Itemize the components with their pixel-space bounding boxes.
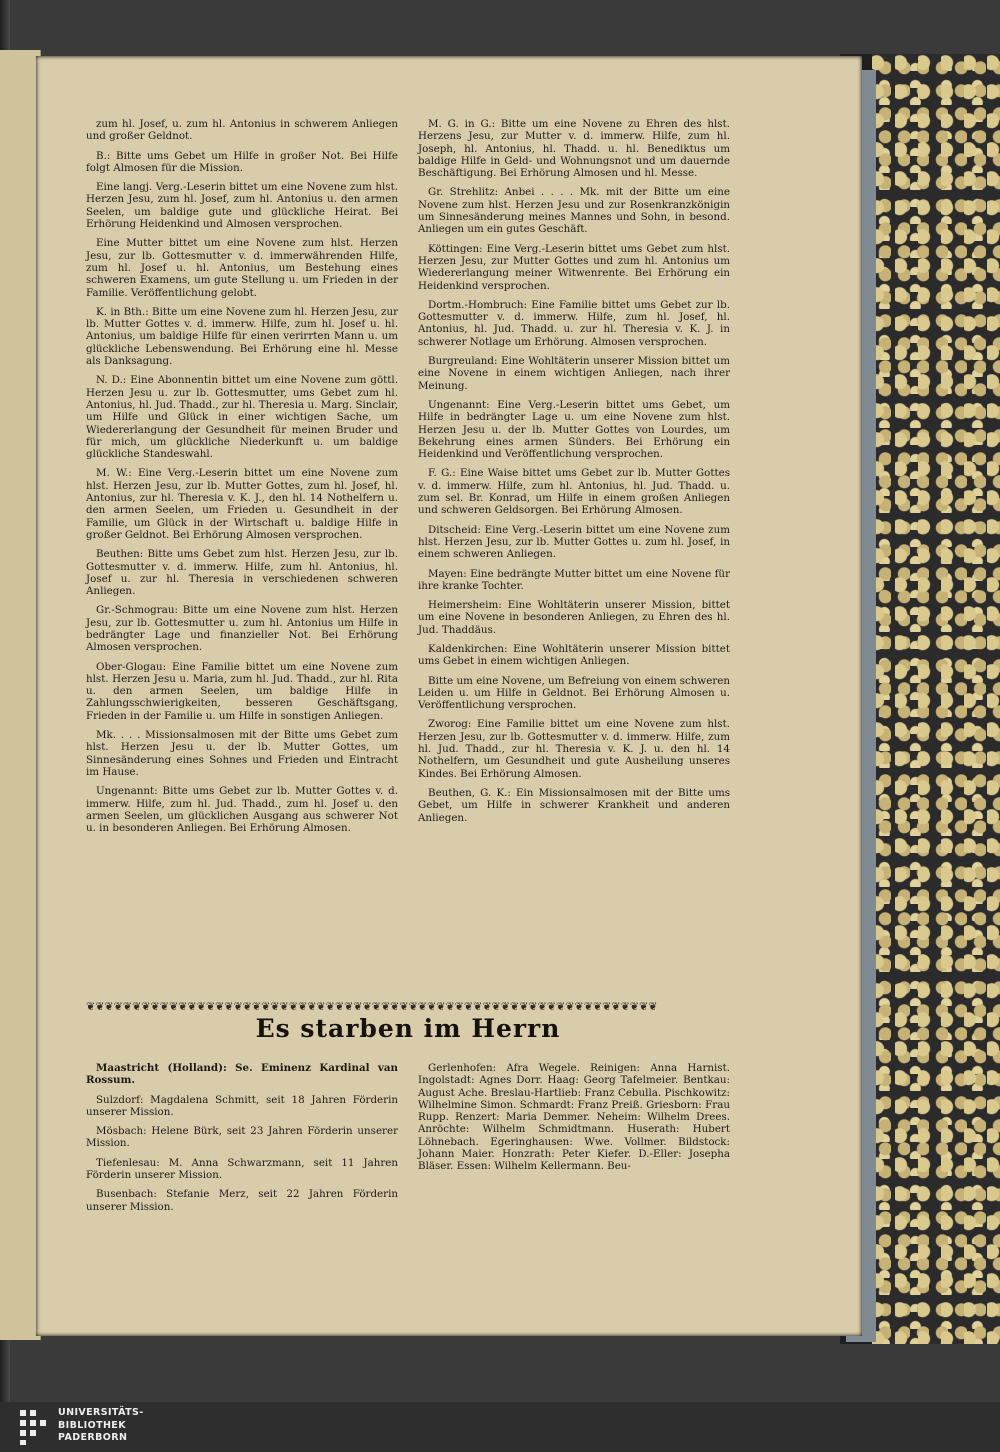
request-paragraph: Ditscheid: Eine Verg.-Leserin bittet um eine Novene zum hlst. Herzen Jesu, zur lb. Mutter Gottes u. zum hl. Josef, in einem schweren Anliegen. — [418, 523, 730, 561]
request-paragraph: N. D.: Eine Abonnentin bittet um eine Novene zum göttl. Herzen Jesu u. zur lb. Gottesmutter, ums Gebet zum hl. Antonius, hl. Jud. Thadd., zur hl. Theresia u. Marg. Sinclair, um Hilfe und Glück in einer wichtigen Sache, um Wiedererlangung der Gesundheit für meinen Bruder und für mich, um glückliche Niederkunft u. um baldige glückliche Standeswahl. — [86, 374, 398, 461]
obituary-entry: Mösbach: Helene Bürk, seit 23 Jahren Förderin unserer Mission. — [86, 1125, 398, 1150]
library-name-line: UNIVERSITÄTS- — [58, 1407, 144, 1418]
section-heading: Es starben im Herrn — [255, 1014, 561, 1043]
library-footer-bar — [0, 1402, 1000, 1452]
obituaries-left-column — [86, 1062, 398, 1220]
request-paragraph: Beuthen, G. K.: Ein Missionsalmosen mit der Bitte ums Gebet, um Hilfe in schwerer Krankheit und anderen Anliegen. — [418, 786, 730, 824]
request-paragraph: F. G.: Eine Waise bittet ums Gebet zur lb. Mutter Gottes v. d. immerw. Hilfe, zum hl. Antonius, hl. Jud. Thadd. u. zum sel. Br. Konrad, um Hilfe in einem großen Anliegen und schweren Geldsorgen. Bei Erhörung Almosen. — [418, 467, 730, 517]
request-paragraph: Gr.-Schmograu: Bitte um eine Novene zum hlst. Herzen Jesu, zur lb. Gottesmutter u. zum hl. Antonius um Hilfe in bedrängter Lage und finanzieller Not. Bei Erhörung Almosen versprochen. — [86, 604, 398, 654]
request-paragraph: Heimersheim: Eine Wohltäterin unserer Mission, bittet um eine Novene in besonderen Anliegen, zu Ehren des hl. Jud. Thaddäus. — [418, 599, 730, 636]
request-paragraph: Ungenannt: Bitte ums Gebet zur lb. Mutter Gottes v. d. immerw. Hilfe, zum hl. Jud. Thadd., zum hl. Josef u. den armen Seelen, um glücklichen Ausgang aus schwerer Not u. in besonderen Anliegen. Bei Erhörung Almosen. — [86, 785, 398, 835]
request-paragraph: M. G. in G.: Bitte um eine Novene zu Ehren des hlst. Herzens Jesu, zur Mutter v. d. immerw. Hilfe, zum hl. Joseph, hl. Antonius, hl. Thadd. u. hl. Benediktus um baldige Hilfe in Geld- und Wohnungsnot und um dauernde Beschäftigung. Bei Erhörung Almosen und hl. Messe. — [418, 118, 730, 180]
request-paragraph: K. in Bth.: Bitte um eine Novene zum hl. Herzen Jesu, zur lb. Mutter Gottes v. d. immerw. Hilfe, zum hl. Josef u. hl. Antonius, um baldige Hilfe für einen verirrten Mann u. um glückliche Lebenswendung. Bei Erhörung eine hl. Messe als Danksagung. — [86, 305, 398, 368]
request-paragraph: Zworog: Eine Familie bittet um eine Novene zum hlst. Herzen Jesu, zur lb. Gottesmutter v. d. immerw. Hilfe, zum hl. Jud. Thadd., zur hl. Theresia v. K. J. u. den hl. 14 Nothelfern, um Gesundheit und gute Ausheilung unseres Kindes. Bei Erhörung Almosen. — [418, 718, 730, 780]
request-paragraph: Köttingen: Eine Verg.-Leserin bittet ums Gebet zum hlst. Herzen Jesu, zur Mutter Gottes und zum hl. Antonius um Wiedererlangung meiner Witwenrente. Bei Erhörung ein Heidenkind versprochen. — [418, 242, 730, 292]
library-name-line: PADERBORN — [58, 1432, 128, 1443]
request-paragraph: Eine langj. Verg.-Leserin bittet um eine Novene zum hlst. Herzen Jesu, zum hl. Josef, zum hl. Antonius u. den armen Seelen, um baldige gute und glückliche Heirat. Bei Erhörung Heidenkind und Almosen versprochen. — [86, 181, 398, 231]
request-paragraph: Eine Mutter bittet um eine Novene zum hlst. Herzen Jesu, zur lb. Gottesmutter v. d. immerwährenden Hilfe, zum hl. Josef u. hl. Antonius, um Bestehung eines schweren Examens, um gute Stellung u. um Frieden in der Familie. Veröffentlichung gelobt. — [86, 237, 398, 299]
request-paragraph: zum hl. Josef, u. zum hl. Antonius in schwerem Anliegen und großer Geldnot. — [86, 118, 398, 143]
request-paragraph: Mayen: Eine bedrängte Mutter bittet um eine Novene für ihre kranke Tochter. — [418, 567, 730, 592]
request-paragraph: Beuthen: Bitte ums Gebet zum hlst. Herzen Jesu, zur lb. Gottesmutter v. d. immerw. Hilfe, zum hl. Antonius, hl. Josef u. zur hl. Theresia in verschiedenen schweren Anliegen. — [86, 548, 398, 598]
obituary-entry: Tiefenlesau: M. Anna Schwarzmann, seit 11 Jahren Förderin unserer Mission. — [86, 1156, 398, 1182]
library-name-line: BIBLIOTHEK — [58, 1419, 126, 1431]
request-paragraph: Burgreuland: Eine Wohltäterin unserer Mission bittet um eine Novene in einem wichtigen Anliegen, nach ihrer Meinung. — [418, 355, 730, 392]
request-paragraph: Mk. . . . Missionsalmosen mit der Bitte ums Gebet zum hlst. Herzen Jesu u. der lb. Mutter Gottes, um Sinnesänderung eines Sohnes und Frieden und Eintracht im Hause. — [86, 729, 398, 778]
request-paragraph: Gr. Strehlitz: Anbei . . . . Mk. mit der Bitte um eine Novene zum hlst. Herzen Jesu und zur Rosenkranzkönigin um Sinnesänderung meines Mannes und Sohn, in besond. Anliegen um ein gutes Geschäft. — [418, 186, 730, 236]
prayer-requests-right-column — [418, 118, 730, 831]
ornamental-divider: ❦❦❦❦❦❦❦❦❦❦❦❦❦❦❦❦❦❦❦❦❦❦❦❦❦❦❦❦❦❦❦❦❦❦❦❦❦❦❦❦❦❦❦❦❦❦❦❦❦❦❦❦❦❦❦❦❦❦❦❦❦❦ — [86, 1000, 658, 1013]
marbled-endpaper — [872, 54, 1000, 1344]
request-paragraph: Dortm.-Hombruch: Eine Familie bittet ums Gebet zur lb. Gottesmutter v. d. immerw. Hilfe, zum hl. Josef, hl. Antonius, hl. Jud. Thadd. u. zur hl. Theresia v. K. J. in schwerer Notlage um Erhörung. Almosen versprochen. — [418, 298, 730, 348]
obituary-entry: Sulzdorf: Magdalena Schmitt, seit 18 Jahren Förderin unserer Mission. — [86, 1093, 398, 1118]
request-paragraph: Ober-Glogau: Eine Familie bittet um eine Novene zum hlst. Herzen Jesu u. Maria, zum hl. Jud. Thadd., zur hl. Rita u. den armen Seelen, um baldige Hilfe in Zahlungsschwierigkeiten, besseren Geschäftsgang, Frieden in der Familie u. um Hilfe in sonstigen Anliegen. — [86, 660, 398, 722]
library-logo-icon — [18, 1408, 48, 1446]
obituary-entry: Busenbach: Stefanie Merz, seit 22 Jahren Förderin unserer Mission. — [86, 1188, 398, 1213]
library-name — [58, 1407, 144, 1445]
request-paragraph: Kaldenkirchen: Eine Wohltäterin unserer Mission bittet ums Gebet in einem wichtigen Anliegen. — [418, 642, 730, 668]
prayer-requests-left-column — [86, 118, 398, 841]
request-paragraph: Ungenannt: Eine Verg.-Leserin bittet ums Gebet, um Hilfe in bedrängter Lage u. um eine Novene zum hlst. Herzen Jesu u. der lb. Mutter Gottes von Lourdes, um Bekehrung eines armen Sünders. Bei Erhörung ein Heidenkind und Veröffentlichung versprochen. — [418, 398, 730, 461]
obituary-list: Gerlenhofen: Afra Wegele. Reinigen: Anna Harnist. Ingolstadt: Agnes Dorr. Haag: Georg Tafelmeier. Bentkau: August Ache. Breslau-Hartlieb: Franz Cebulla. Pischkowitz: Wilhelmine Simon. Schmardt: Franz Preiß. Griesborn: Frau Rupp. Renzert: Maria Demmer. Neheim: Wilhelm Drees. Anröchte: Wilhelm Schmidtmann. Huserath: Hubert Löhnebach. Egeringhausen: Wwe. Vollmer. Bildstock: Johann Maier. Honzrath: Peter Kiefer. D.-Eller: Josepha Bläser. Essen: Wilhelm Kellermann. Beu- — [418, 1062, 730, 1173]
left-page-edge — [0, 50, 41, 1340]
request-paragraph: Bitte um eine Novene, um Befreiung von einem schweren Leiden u. um Hilfe in Geldnot. Bei Erhörung Almosen u. Veröffentlichung versprochen. — [418, 674, 730, 712]
obituaries-right-column — [418, 1062, 730, 1180]
request-paragraph: B.: Bitte ums Gebet um Hilfe in großer Not. Bei Hilfe folgt Almosen für die Mission. — [86, 149, 398, 174]
obituary-entry: Maastricht (Holland): Se. Eminenz Kardinal van Rossum. — [86, 1062, 398, 1087]
request-paragraph: M. W.: Eine Verg.-Leserin bittet um eine Novene zum hlst. Herzen Jesu, zur lb. Mutter Gottes, zum hl. Josef, hl. Antonius, zur hl. Theresia v. K. J., den hl. 14 Nothelfern u. den armen Seelen, um Frieden u. Gesundheit in der Familie, um Glück in der Wirtschaft u. baldige Hilfe in großer Geldnot. Bei Erhörung Almosen versprochen. — [86, 467, 398, 541]
